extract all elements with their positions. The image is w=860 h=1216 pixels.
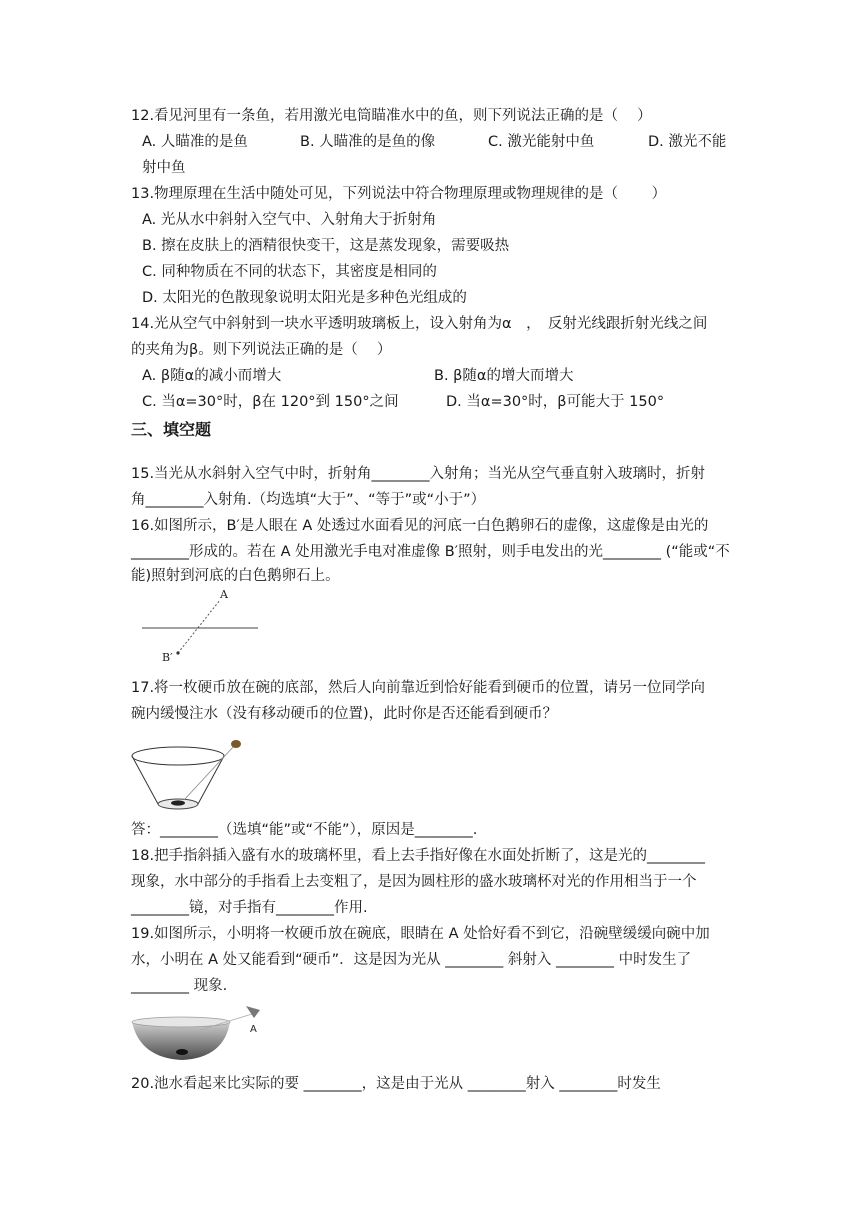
q19-line3: ________ 现象.	[131, 978, 228, 994]
q18-line1: 18.把手指斜插入盛有水的玻璃杯里，看上去手指好像在水面处折断了，这是光的________	[131, 848, 706, 864]
q14-option-c: C. 当α=30°时，β在 120°到 150°之间	[142, 394, 399, 410]
q14-stem-line1: 14.光从空气中斜射到一块水平透明玻璃板上，设入射角为α ， 反射光线跟折射光线之间	[131, 316, 708, 332]
q16-line2: ________形成的。若在 A 处用激光手电对准虚像 B′照射，则手电发出的光________ (“能或“不	[131, 544, 730, 560]
q16-label-a: A	[220, 588, 228, 601]
q12-option-d-wrap: 射中鱼	[142, 160, 186, 176]
q15-line2: 角________入射角.（均选填“大于”、“等于”或“小于”）	[131, 492, 486, 508]
q16-refraction-figure	[140, 586, 260, 666]
q14-option-d: D. 当α=30°时，β可能大于 150°	[446, 394, 665, 410]
q16-label-b: B′	[162, 651, 173, 664]
coin	[176, 1049, 188, 1055]
q17-bowl-coin-figure	[130, 728, 250, 816]
q19-line2: 水，小明在 A 处又能看到“硬币”．这是因为光从 ________ 斜射入 ________ 中时发生了	[131, 952, 692, 968]
q19-label-a: A	[250, 1024, 257, 1035]
q18-line2: 现象，水中部分的手指看上去变粗了，是因为圆柱形的盛水玻璃杯对光的作用相当于一个	[131, 874, 697, 890]
q19-line1: 19.如图所示，小明将一枚硬币放在碗底，眼睛在 A 处恰好看不到它，沿碗壁缓缓向碗中加	[131, 926, 710, 942]
eye-icon	[246, 1006, 260, 1018]
q14-option-a: A. β随α的减小而增大	[142, 368, 282, 384]
q13-option-c: C. 同种物质在不同的状态下，其密度是相同的	[142, 264, 437, 280]
eye-icon	[231, 740, 241, 748]
q18-line3: ________镜，对手指有________作用.	[131, 900, 368, 916]
q20-line1: 20.池水看起来比实际的要 ________，这是由于光从 ________射入 ________时发生	[131, 1076, 661, 1092]
q13-option-a: A. 光从水中斜射入空气中、入射角大于折射角	[142, 212, 437, 228]
q14-option-b: B. β随α的增大而增大	[434, 368, 574, 384]
image-point	[176, 651, 179, 654]
q17-line2: 碗内缓慢注水（没有移动硬币的位置)，此时你是否还能看到硬币？	[131, 706, 558, 722]
coin	[171, 800, 185, 805]
q15-line1: 15.当光从水斜射入空气中时，折射角________入射角；当光从空气垂直射入玻璃时，折射	[131, 466, 706, 482]
bowl-rim	[132, 747, 224, 765]
q16-line3: 能)照射到河底的白色鹅卵石上。	[131, 568, 340, 584]
q17-line1: 17.将一枚硬币放在碗的底部，然后人向前靠近到恰好能看到硬币的位置，请另一位同学向	[131, 680, 706, 696]
q17-answer: 答：________（选填“能”或“不能”），原因是________.	[131, 822, 478, 838]
q13-option-d: D. 太阳光的色散现象说明太阳光是多种色光组成的	[142, 290, 467, 306]
section-heading-fill-in: 三、填空题	[131, 420, 212, 439]
q16-line1: 16.如图所示，B′是人眼在 A 处透过水面看见的河底一白色鹅卵石的虚像，这虚像是由光的	[131, 518, 709, 534]
sight-line	[178, 600, 220, 653]
q12-option-d: D. 激光不能	[648, 134, 727, 150]
q19-bowl-figure	[130, 1000, 275, 1064]
q12-option-a: A. 人瞄准的是鱼	[142, 134, 248, 150]
q17-sight-line	[184, 746, 234, 800]
q12-option-c: C. 激光能射中鱼	[488, 134, 595, 150]
q14-stem-line2: 的夹角为β。则下列说法正确的是（ ）	[131, 342, 392, 358]
q13-stem: 13.物理原理在生活中随处可见，下列说法中符合物理原理或物理规律的是（ ）	[131, 186, 667, 202]
q12-option-b: B. 人瞄准的是鱼的像	[300, 134, 436, 150]
q13-option-b: B. 擦在皮肤上的酒精很快变干，这是蒸发现象，需要吸热	[142, 238, 510, 254]
q12-stem: 12.看见河里有一条鱼，若用激光电筒瞄准水中的鱼，则下列说法正确的是（ ）	[131, 108, 652, 124]
